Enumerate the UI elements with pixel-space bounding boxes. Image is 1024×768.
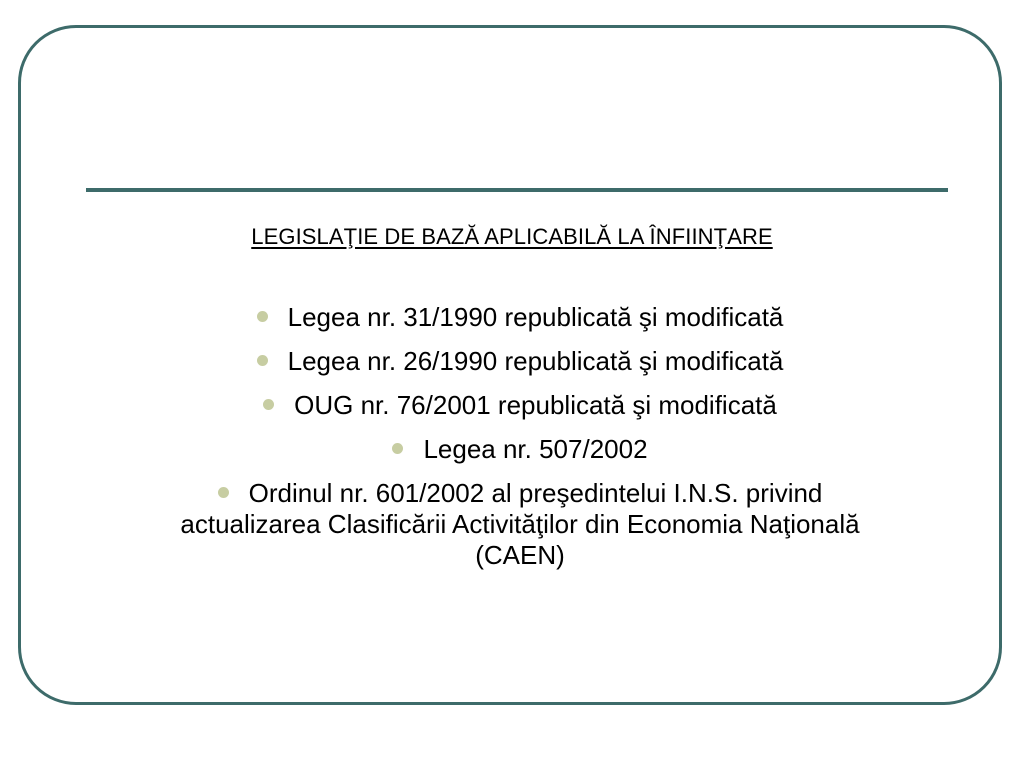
bullet-icon <box>257 355 268 366</box>
title-divider <box>86 188 948 192</box>
list-item-text: Legea nr. 31/1990 republicată şi modificată <box>287 302 784 332</box>
list-item <box>140 346 900 377</box>
list-item-text: Legea nr. 26/1990 republicată şi modificată <box>287 346 784 376</box>
list-item-text: Legea nr. 507/2002 <box>423 434 648 464</box>
list-item-text: OUG nr. 76/2001 republicată şi modificată <box>294 390 777 420</box>
bullet-icon <box>263 399 274 410</box>
bullet-icon <box>392 443 403 454</box>
bullet-list <box>140 302 900 584</box>
bullet-icon <box>218 487 229 498</box>
list-item-text: Ordinul nr. 601/2002 al preşedintelui I.N.S. privind actualizarea Clasificării Activităţilor din Economia Naţională (CAEN) <box>180 478 860 570</box>
list-item <box>140 302 900 333</box>
list-item <box>150 478 890 571</box>
list-item <box>140 390 900 421</box>
bullet-icon <box>257 311 268 322</box>
list-item <box>140 434 900 465</box>
slide-heading: LEGISLAŢIE DE BAZĂ APLICABILĂ LA ÎNFIINŢARE <box>251 224 773 249</box>
